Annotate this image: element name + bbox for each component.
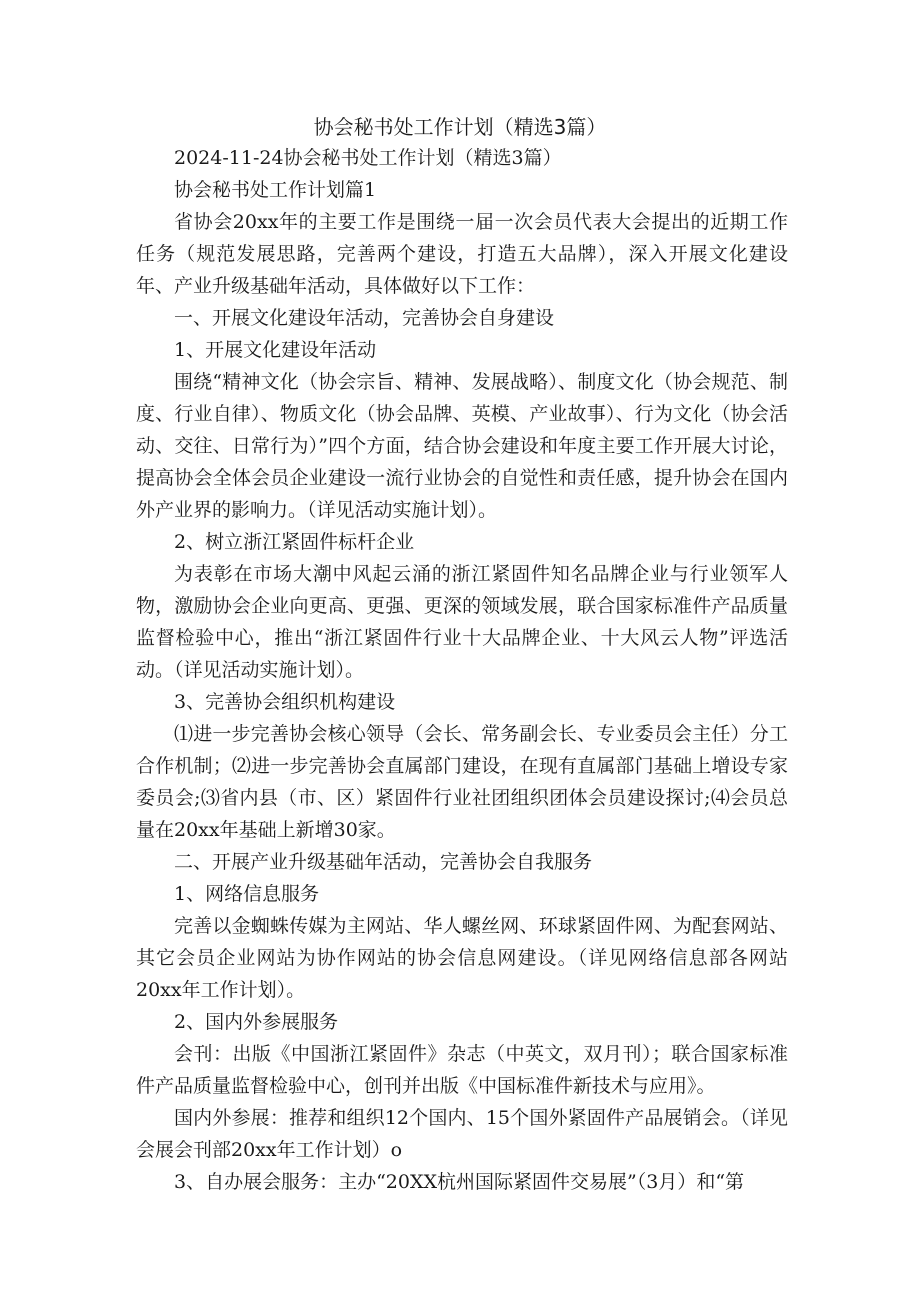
section-heading: 一、开展文化建设年活动，完善协会自身建设: [174, 307, 555, 329]
section-heading: 协会秘书处工作计划篇1: [174, 179, 377, 201]
paragraph: 国内外参展：推荐和组织12个国内、15个国外紧固件产品展销会。（详见会展会刊部20xx年工作计划）o: [136, 1107, 788, 1161]
paragraph: 围绕“精神文化（协会宗旨、精神、发展战略）、制度文化（协会规范、制度、行业自律）、物质文化（协会品牌、英模、产业故事）、行为文化（协会活动、交往、日常行为）”四个方面，结合协会建设和年度主要工作开展大讨论，提高协会全体会员企业建设一流行业协会的自觉性和责任感，提升协会在国内外产业界的影响力。（详见活动实施计划）。: [136, 371, 788, 521]
subsection-heading: 2、树立浙江紧固件标杆企业: [174, 531, 415, 553]
paragraph: ⑴进一步完善协会核心领导（会长、常务副会长、专业委员会主任）分工合作机制；⑵进一步完善协会直属部门建设，在现有直属部门基础上增设专家委员会;⑶省内县（市、区）紧固件行业社团组织团体会员建设探讨;⑷会员总量在20xx年基础上新增30家。: [136, 723, 788, 841]
section-heading: 二、开展产业升级基础年活动，完善协会自我服务: [174, 851, 593, 873]
subsection-heading: 1、网络信息服务: [174, 883, 320, 905]
document-title: 协会秘书处工作计划（精选3篇）: [313, 115, 607, 139]
date-line: 2024-11-24协会秘书处工作计划（精选3篇）: [174, 147, 562, 169]
subsection-heading: 1、开展文化建设年活动: [174, 339, 377, 361]
document-body: [136, 142, 788, 1198]
paragraph: 完善以金蜘蛛传媒为主网站、华人螺丝网、环球紧固件网、为配套网站、其它会员企业网站为协作网站的协会信息网建设。（详见网络信息部各网站20xx年工作计划）。: [136, 915, 788, 1001]
paragraph: 为表彰在市场大潮中风起云涌的浙江紧固件知名品牌企业与行业领军人物，激励协会企业向更高、更强、更深的领域发展，联合国家标准件产品质量监督检验中心，推出“浙江紧固件行业十大品牌企业、十大风云人物”评选活动。（详见活动实施计划）。: [136, 563, 788, 681]
paragraph: 会刊：出版《中国浙江紧固件》杂志（中英文，双月刊）；联合国家标准件产品质量监督检验中心，创刊并出版《中国标准件新技术与应用》。: [136, 1043, 788, 1097]
subsection-heading: 3、完善协会组织机构建设: [174, 691, 396, 713]
paragraph: 省协会20xx年的主要工作是围绕一届一次会员代表大会提出的近期工作任务（规范发展思路，完善两个建设，打造五大品牌），深入开展文化建设年、产业升级基础年活动，具体做好以下工作：: [136, 211, 788, 297]
paragraph: 3、自办展会服务：主办“20XX杭州国际紧固件交易展”（3月）和“第: [174, 1171, 745, 1193]
subsection-heading: 2、国内外参展服务: [174, 1011, 339, 1033]
